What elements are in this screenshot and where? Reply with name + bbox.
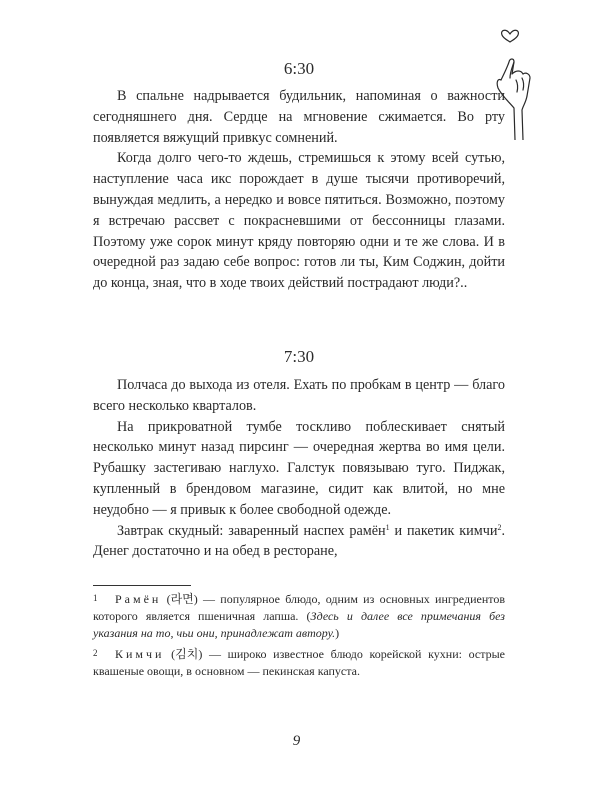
footnote-korean: (라면) — [166, 592, 198, 606]
paragraph: Когда долго чего-то ждешь, стремишься к этому всей сутью, наступление часа икс порождает в душе тысячи противоречий, вынуждая медлить, а нередко и вовсе пятиться. Возможно, поэтому я встречаю рассвет с покрасневшими от бессонницы глазами. Поэтому уже сорок минут кряду повторяю одни и те же слова. И в очередной раз задаю себе вопрос: готов ли ты, Ким Соджин, дойти до конца, зная, что в ходе твоих действий пострадают люди?.. — [93, 150, 505, 292]
footnote-ref[interactable]: 1 — [385, 522, 390, 532]
footnote-ref[interactable]: 2 — [497, 522, 502, 532]
time-heading: 7:30 — [283, 347, 315, 366]
paragraph: Полчаса до выхода из отеля. Ехать по пробкам в центр — благо всего несколько кварталов. — [93, 377, 505, 414]
footnote-term: Рамён — [115, 592, 162, 606]
section-0630 — [93, 58, 505, 294]
footnote-divider — [93, 585, 191, 586]
footnote-korean: (김치) — [171, 646, 203, 661]
footnote-1 — [93, 590, 505, 643]
footnote-text: — широко известное блюдо корейской кухни: острые квашеные овощи, в основном — пекинская капуста. — [93, 646, 506, 678]
time-heading: 6:30 — [283, 59, 315, 78]
section-0730 — [93, 346, 505, 562]
footnote-number: 2 — [93, 647, 98, 658]
text-run: и пакетик кимчи — [389, 522, 498, 539]
footnotes — [93, 590, 505, 682]
paragraph — [93, 521, 505, 563]
footnote-term: Кимчи — [115, 646, 165, 661]
paragraph: В спальне надрывается будильник, напоминая о важности сегодняшнего дня. Сердце на мгновение сжимается. Во рту появляется вяжущий привкус сомнений. — [93, 88, 505, 146]
footnote-2 — [93, 645, 505, 680]
footnote-number: 1 — [93, 593, 98, 603]
text-run: Завтрак скудный: заваренный наспех рамён — [117, 522, 386, 539]
paragraph: На прикроватной тумбе тоскливо поблескивает снятый несколько минут назад пирсинг — очередная жертва во имя цели. Рубашку застегиваю наглухо. Галстук повязываю туго. Пиджак, купленный в брендовом магазине, сидит как влитой, но мне неудобно — я привык к более свободной одежде. — [93, 418, 505, 518]
page-number: 9 — [292, 733, 301, 749]
footnote-close: ) — [335, 626, 340, 641]
text-run: . Денег достаточно и на обед в ресторане, — [93, 522, 505, 560]
footnote-note: Здесь и далее все примечания без указания на то, чьи они, принадлежат автору. — [93, 609, 505, 641]
footnote-text: — популярное блюдо, одним из основных ингредиентов которого является пшеничная лапша. ( — [93, 592, 505, 624]
